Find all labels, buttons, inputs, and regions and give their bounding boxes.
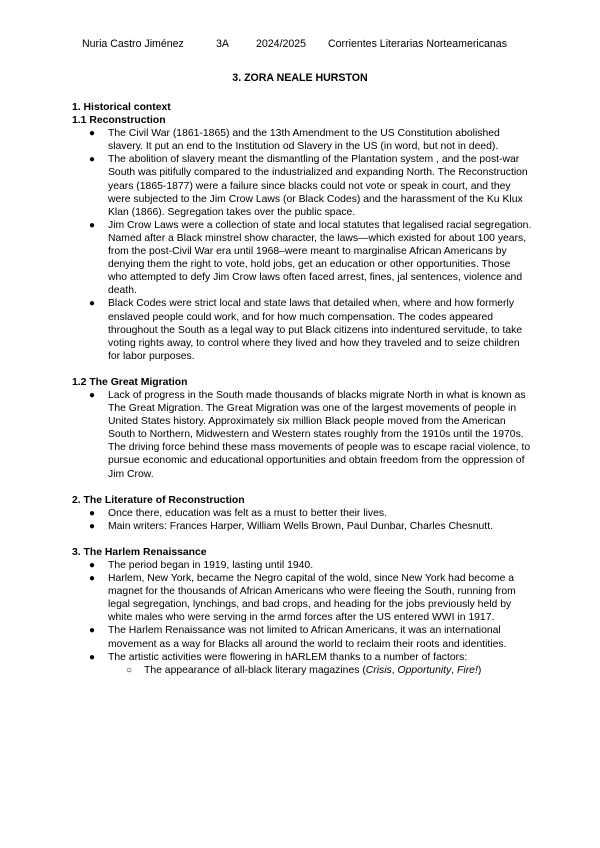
- bullet-icon: ●: [89, 651, 96, 663]
- bullet-icon: ●: [89, 128, 96, 140]
- header-subject: Corrientes Literarias Norteamericanas: [328, 38, 507, 50]
- list-item-text: The period began in 1919, lasting until 1940.: [108, 560, 314, 571]
- list-item-text: Main writers: Frances Harper, William Wells Brown, Paul Dunbar, Charles Chesnutt.: [108, 520, 493, 532]
- magazine-title: Crisis: [365, 664, 392, 676]
- section-heading-historical-context: 1. Historical context: [72, 102, 171, 113]
- list-item: [72, 219, 532, 298]
- list-item-text: Lack of progress in the South made thousands of blacks migrate North in what is known as The Great Migration. The Great Migration was one of the largest movements of people in United States history. Approximately six million Black people moved from the American South to Northern, Midwestern and Western states roughly from the 1910s until the 1970s. The driving force behind these mass movements of people was to escape racial violence, to pursue economic and educational opportunities and obtain freedom from the oppression of Jim Crow.: [108, 389, 531, 480]
- list-item-text: Jim Crow Laws were a collection of state and local statutes that legalised racial segregation. Named after a Black minstrel show character, the laws—which existed for about 100 years, from the post-Civil War era until 1968–were meant to marginalise African Americans by denying them the right to vote, hold jobs, get an education or other opportunities. Those who attempted to defy Jim Crow laws often faced arrest, fines, jal sentences, violence and death.: [108, 219, 532, 297]
- bullet-icon: ●: [89, 520, 96, 532]
- magazine-title: Fire!: [457, 664, 478, 676]
- list-item: [72, 624, 532, 650]
- list-item: [72, 153, 532, 218]
- list-item-text: The Harlem Renaissance was not limited to African Americans, it was an international movement as a way for Blacks all around the world to reclaim their roots and identities.: [108, 625, 507, 650]
- separator: ,: [451, 664, 458, 676]
- sub-item-text: The appearance of all-black literary magazines (: [144, 664, 366, 676]
- section-heading-literature-reconstruction: 2. The Literature of Reconstruction: [72, 494, 245, 506]
- separator: ,: [391, 664, 398, 676]
- bullet-icon: ●: [89, 389, 96, 401]
- document-title: 3. ZORA NEALE HURSTON: [232, 72, 368, 84]
- list-item: [72, 297, 532, 362]
- bullet-icon: ●: [89, 154, 96, 166]
- sub-list-item: [72, 664, 532, 677]
- header-student: Nuria Castro Jiménez: [82, 38, 184, 50]
- list-item-text: The Civil War (1861-1865) and the 13th Amendment to the US Constitution abolished slavery. It put an end to the Institution od Slavery in the US (in word, but not in deed).: [108, 128, 500, 153]
- list-item: [72, 559, 532, 572]
- reconstruction-list: [72, 127, 532, 363]
- harlem-renaissance-list: [72, 559, 532, 677]
- list-item: [72, 389, 532, 481]
- list-item: [72, 507, 532, 520]
- bullet-icon: ●: [89, 298, 96, 310]
- magazine-title: Opportunity: [397, 664, 452, 676]
- list-item: [72, 520, 532, 533]
- closing-paren: ): [477, 664, 482, 676]
- subsection-heading-reconstruction: 1.1 Reconstruction: [72, 115, 166, 127]
- subsection-heading-great-migration: 1.2 The Great Migration: [72, 376, 188, 388]
- document-body: [72, 101, 532, 677]
- bullet-icon: ●: [89, 507, 96, 519]
- list-item-text: The abolition of slavery meant the dismantling of the Plantation system , and the post-war South was pitifully compared to the industrialized and expanding North. The Reconstruction years (1865-1877) were a failure since blacks could not vote or speak in court, and they were subjected to the Jim Crow Laws (or Black Codes) and the harassment of the Ku Klux Klan (1866). Segregation takes over the public space.: [108, 154, 528, 218]
- bullet-icon: ●: [89, 219, 96, 231]
- list-item-text: Once there, education was felt as a must to better their lives.: [108, 507, 387, 519]
- list-item: [72, 651, 532, 664]
- list-item: [72, 127, 532, 153]
- bullet-icon: ●: [89, 625, 96, 637]
- header-group: 3A: [216, 38, 229, 50]
- bullet-icon: ●: [89, 560, 96, 571]
- header-year: 2024/2025: [256, 38, 307, 50]
- list-item-text: The artistic activities were flowering in hARLEM thanks to a number of factors:: [108, 651, 468, 663]
- section-heading-harlem-renaissance: 3. The Harlem Renaissance: [72, 546, 207, 558]
- list-item-text: Harlem, New York, became the Negro capital of the wold, since New York had become a magnet for the thousands of African Americans who were fleeing the South, running from legal segregation, lynchings, and bad crops, and heading for the jobs previously held by white males who were serving in the armd forces after the US entered WWI in 1917.: [108, 573, 516, 624]
- great-migration-list: [72, 389, 532, 481]
- literature-reconstruction-list: [72, 507, 532, 533]
- list-item: [72, 572, 532, 624]
- circle-bullet-icon: ○: [126, 664, 133, 676]
- bullet-icon: ●: [89, 573, 96, 585]
- list-item-text: Black Codes were strict local and state laws that detailed when, where and how formerly enslaved people could work, and for how much compensation. The codes appeared throughout the South as a legal way to put Black citizens into indentured servitude, to take voting rights away, to control where they lived and how they traveled and to seize children for labor purposes.: [108, 298, 523, 362]
